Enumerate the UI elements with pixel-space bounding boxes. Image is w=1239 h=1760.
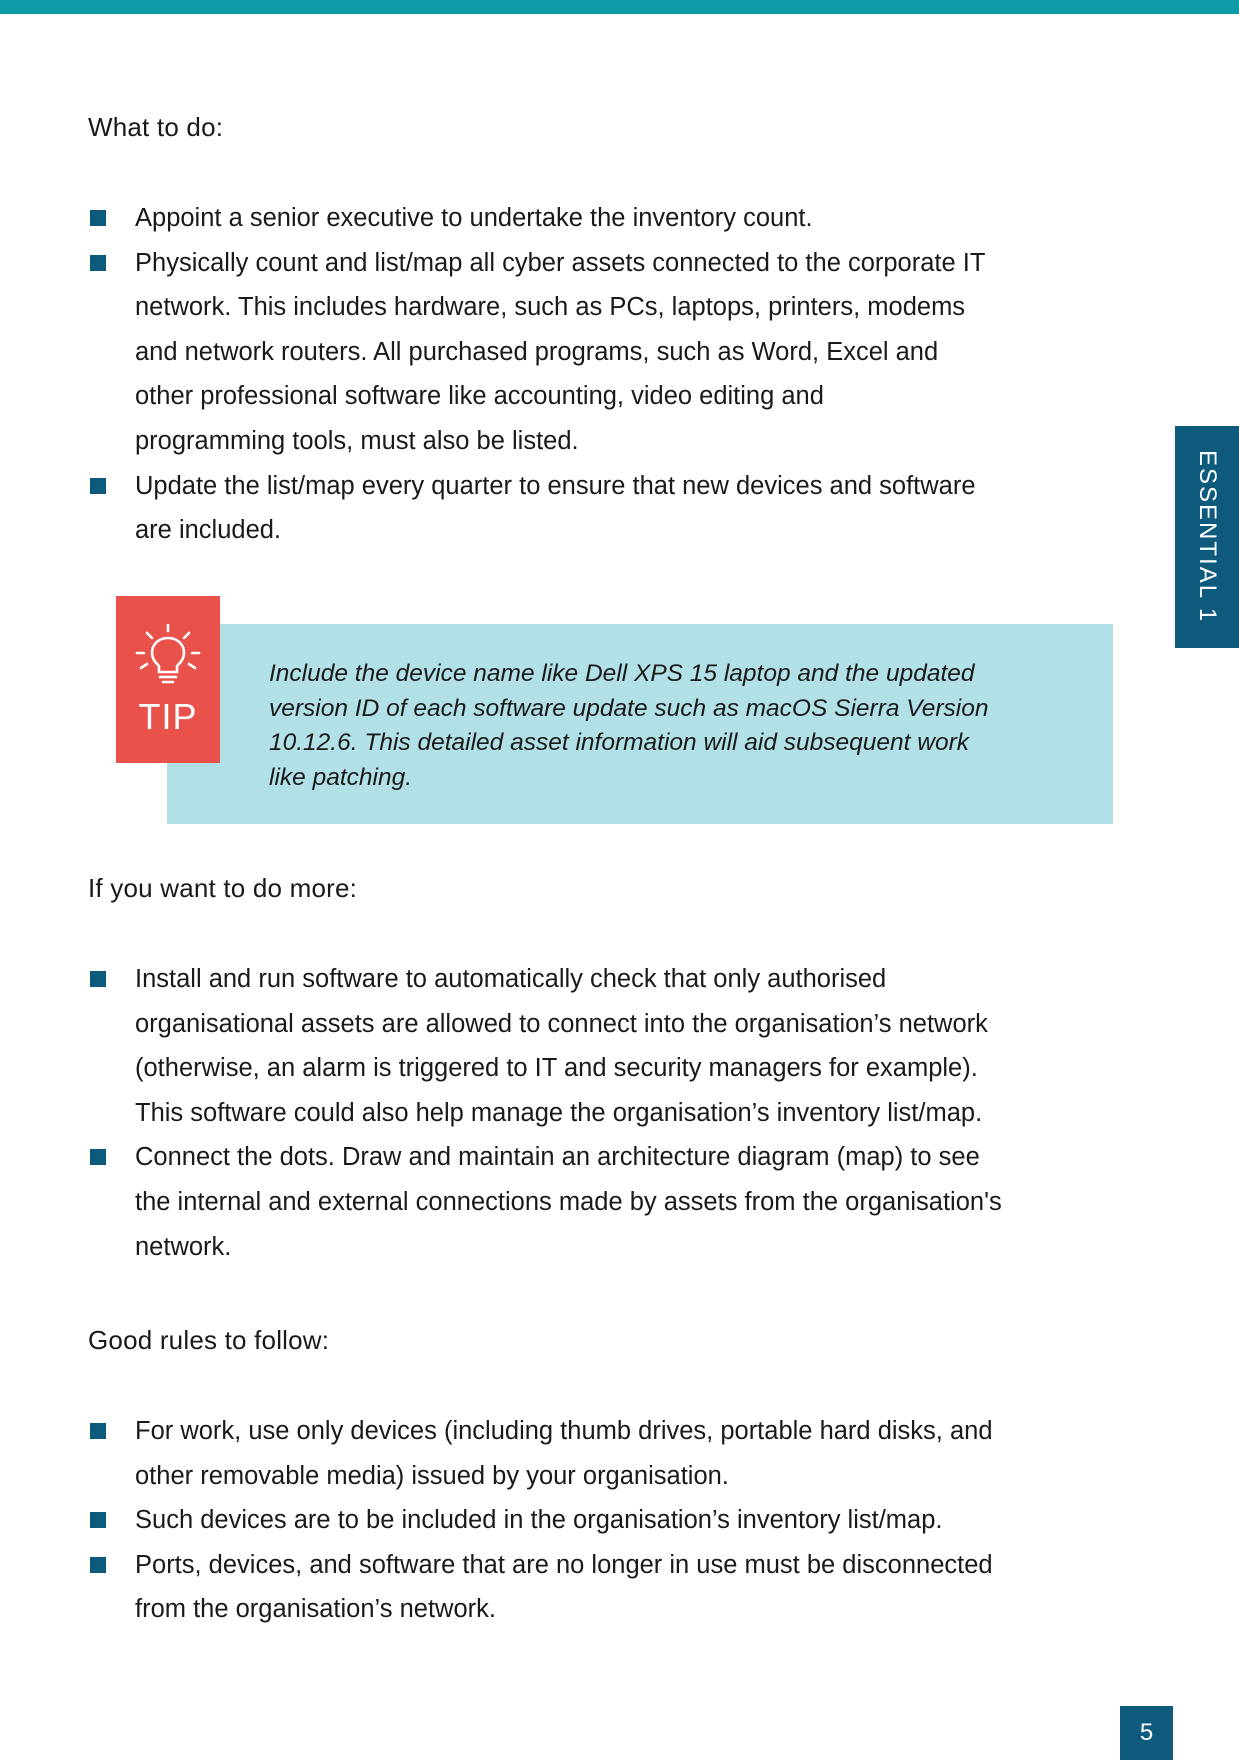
- line: (otherwise, an alarm is triggered to IT and security managers for example).: [135, 1054, 978, 1083]
- page-number: 5: [1120, 1706, 1173, 1760]
- line: network. This includes hardware, such as PCs, laptops, printers, modems: [135, 293, 966, 322]
- line: Appoint a senior executive to undertake the inventory count.: [135, 204, 813, 232]
- line: programming tools, must also be listed.: [135, 426, 579, 455]
- square-bullet-icon: [90, 255, 106, 271]
- line: Connect the dots. Draw and maintain an architecture diagram (map) to see: [135, 1143, 980, 1172]
- what-to-do-heading: What to do:: [88, 112, 224, 142]
- line: For work, use only devices (including thumb drives, portable hard disks, and: [135, 1417, 993, 1445]
- tip-label: TIP: [138, 696, 198, 737]
- square-bullet-icon: [90, 210, 106, 226]
- good-rules-list: [88, 1409, 1098, 1632]
- square-bullet-icon: [90, 1512, 106, 1528]
- tip-line: 10.12.6. This detailed asset information will aid subsequent work: [269, 729, 969, 756]
- list-item: [88, 1498, 1098, 1543]
- tip-line: version ID of each software update such as macOS Sierra Version: [269, 694, 989, 722]
- square-bullet-icon: [90, 1557, 106, 1573]
- square-bullet-icon: [90, 971, 106, 987]
- list-item: [88, 196, 1098, 241]
- line: other professional software like accounting, video editing and: [135, 382, 824, 411]
- what-to-do-list: [88, 196, 1098, 553]
- line: network.: [135, 1232, 232, 1261]
- line: are included.: [135, 516, 282, 545]
- line: and network routers. All purchased programs, such as Word, Excel and: [135, 337, 939, 366]
- line: from the organisation’s network.: [135, 1595, 496, 1624]
- tip-line: Include the device name like Dell XPS 15 laptop and the updated: [269, 660, 975, 687]
- good-rules-heading: Good rules to follow:: [88, 1325, 330, 1355]
- square-bullet-icon: [90, 478, 106, 494]
- square-bullet-icon: [90, 1423, 106, 1439]
- list-item: [88, 1543, 1098, 1632]
- list-item: [88, 1135, 1098, 1269]
- tip-line: like patching.: [269, 763, 413, 791]
- tip-box: [167, 624, 1113, 824]
- line: Physically count and list/map all cyber assets connected to the corporate IT: [135, 248, 986, 277]
- line: the internal and external connections made by assets from the organisation's: [135, 1187, 1002, 1216]
- line: Install and run software to automatically check that only authorised: [135, 965, 887, 993]
- do-more-list: [88, 957, 1098, 1269]
- tip-badge: [116, 596, 220, 763]
- line: organisational assets are allowed to connect into the organisation’s network: [135, 1009, 988, 1038]
- list-item: [88, 241, 1098, 464]
- chapter-label: ESSENTIAL 1: [1194, 450, 1221, 624]
- lightbulb-icon: [135, 624, 201, 688]
- line: other removable media) issued by your organisation.: [135, 1461, 729, 1490]
- do-more-heading: If you want to do more:: [88, 873, 358, 903]
- list-item: [88, 464, 1098, 553]
- line: Ports, devices, and software that are no longer in use must be disconnected: [135, 1550, 993, 1579]
- square-bullet-icon: [90, 1149, 106, 1165]
- list-item: [88, 957, 1098, 1135]
- line: Such devices are to be included in the organisation’s inventory list/map.: [135, 1506, 943, 1535]
- top-accent-bar: [0, 0, 1239, 14]
- list-item: [88, 1409, 1098, 1498]
- line: This software could also help manage the organisation’s inventory list/map.: [135, 1098, 983, 1127]
- line: Update the list/map every quarter to ensure that new devices and software: [135, 471, 976, 500]
- tip-text: [269, 657, 1079, 795]
- chapter-side-tab: [1175, 426, 1239, 648]
